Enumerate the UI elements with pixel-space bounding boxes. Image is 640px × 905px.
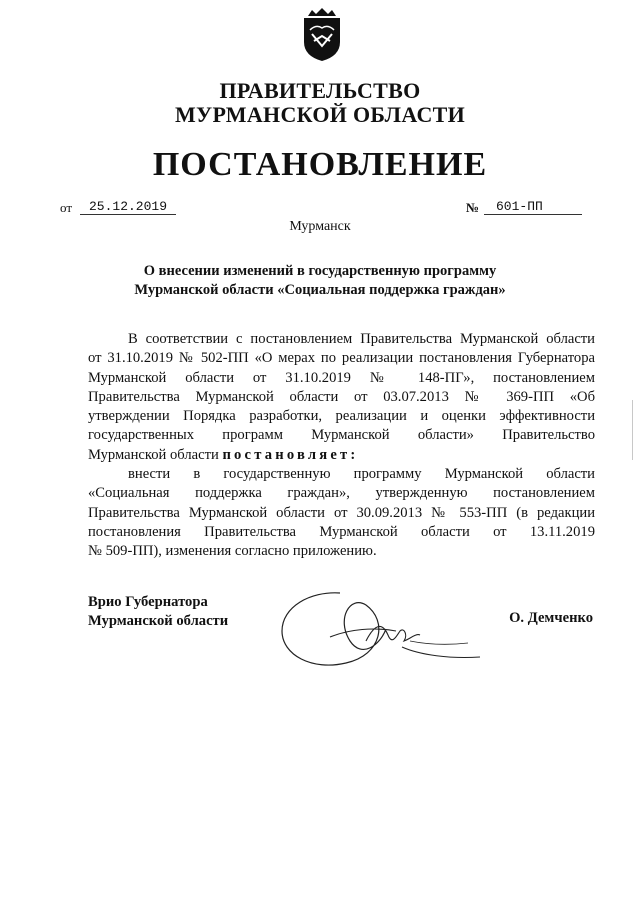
date-prefix: от <box>60 200 73 215</box>
handwritten-signature <box>270 585 490 685</box>
body-line-resolves <box>88 446 595 465</box>
document-date: 25.12.2019 <box>80 199 176 215</box>
government-title-line1: ПРАВИТЕЛЬСТВО <box>219 78 421 103</box>
subject-line1: О внесении изменений в государственную программу <box>143 263 497 279</box>
body-line: от 31.10.2019 № 502-ПП «О мерах по реализации постановления Губернатора <box>88 350 595 367</box>
signatory-position-line2: Мурманской области <box>88 613 229 629</box>
document-type-title: ПОСТАНОВЛЕНИЕ <box>152 146 488 183</box>
subject-line2: Мурманской области «Социальная поддержка граждан» <box>134 282 506 298</box>
body-line: В соответствии с постановлением Правительства Мурманской области <box>128 331 595 347</box>
coat-of-arms-icon <box>302 8 342 62</box>
number-prefix: № <box>466 200 480 215</box>
scan-edge-mark <box>632 400 633 460</box>
body-line: государственных программ Мурманской области» Правительство <box>88 427 595 444</box>
decision-line: внести в государственную программу Мурманской области <box>128 466 595 483</box>
body-line: Мурманской области от 31.10.2019 № 148-ПГ», постановлением <box>88 369 595 386</box>
city-name: Мурманск <box>289 219 351 234</box>
decision-line: постановления Правительства Мурманской области от 13.11.2019 <box>88 523 595 540</box>
document-number: 601-ПП <box>484 199 582 215</box>
decision-line: «Социальная поддержка граждан», утвержденную постановлением <box>88 485 595 502</box>
signatory-position <box>88 593 228 631</box>
body-line: утверждении Порядка разработки, реализации и оценки эффективности <box>88 408 595 425</box>
decision-line: № 509-ПП), изменения согласно приложению. <box>88 543 377 560</box>
resolves-word: постановляет: <box>222 446 359 463</box>
decision-line: Правительства Мурманской области от 30.09.2013 № 553-ПП (в редакции <box>88 504 595 521</box>
document-subject <box>60 262 580 300</box>
signatory-position-line1: Врио Губернатора <box>88 594 208 610</box>
signatory-name: О. Демченко <box>509 610 593 626</box>
body-line: Правительства Мурманской области от 03.07.2013 № 369-ПП «Об <box>88 388 595 405</box>
body-line-prefix: Мурманской области <box>88 446 219 463</box>
government-title-line2: МУРМАНСКОЙ ОБЛАСТИ <box>174 102 466 127</box>
document-body <box>88 330 595 562</box>
